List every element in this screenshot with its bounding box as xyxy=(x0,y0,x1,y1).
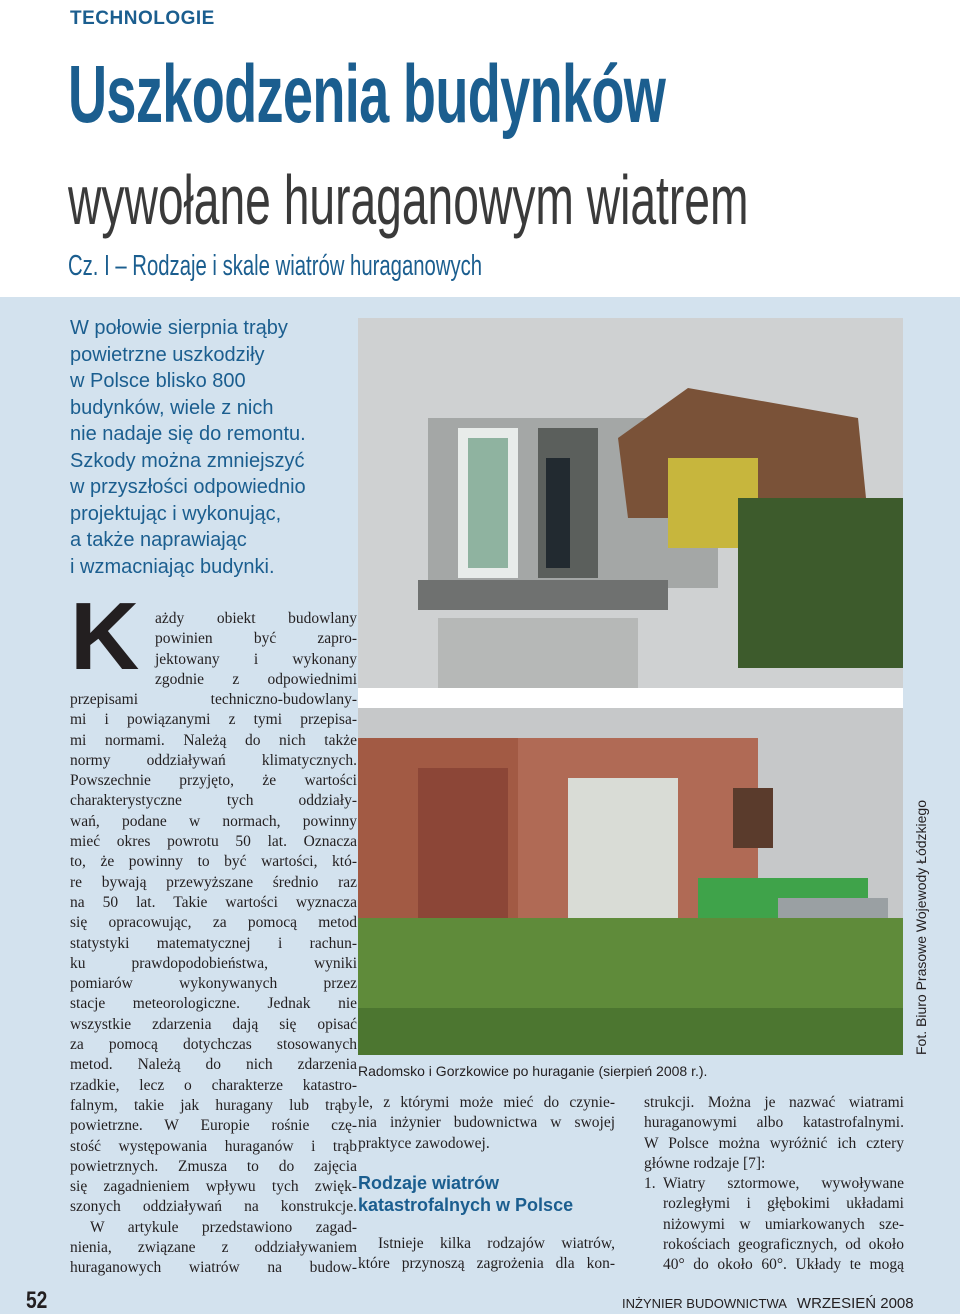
section-tag-label: TECHNOLOGIE xyxy=(70,8,215,29)
body-column-left xyxy=(70,690,357,1279)
damaged-buildings-photo xyxy=(358,318,903,1055)
drop-cap: K xyxy=(70,583,140,690)
body-line: pomiarów wykonywanych przez xyxy=(70,975,357,993)
lead-line: W połowie sierpnia trąby xyxy=(70,317,288,339)
photo-illustration xyxy=(358,318,903,1055)
photo-credit: Fot. Biuro Prasowe Wojewody Łódzkiego xyxy=(913,800,929,1055)
article-title: Uszkodzenia budynków xyxy=(68,49,666,140)
section-subheading xyxy=(358,1172,573,1216)
body-line: stość występowania huraganów i trąb xyxy=(70,1137,357,1155)
body-line: W Polsce można wyróżnić ich cztery xyxy=(644,1134,904,1152)
lead-line: powietrzne uszkodziły xyxy=(70,343,265,366)
body-line: które przynoszą zagrożenia dla kon- xyxy=(358,1255,615,1273)
body-line: powietrznych. Zmusza to do zajęcia xyxy=(70,1157,357,1175)
lead-line: nie nadaje się do remontu. xyxy=(70,423,306,445)
body-line: jektowany i wykonany xyxy=(155,650,357,668)
body-line: zgodnie z odpowiednimi xyxy=(155,670,357,688)
lead-line: w Polsce blisko 800 xyxy=(70,370,246,392)
body-line: ażdy obiekt budowlany xyxy=(155,610,357,627)
body-line: praktyce zawodowej. xyxy=(358,1134,490,1152)
lead-line: projektując i wykonując, xyxy=(70,502,282,525)
subheading-line: katastrofalnych w Polsce xyxy=(358,1195,574,1215)
body-line: mieć okres powrotu 50 lat. Oznacza xyxy=(70,833,357,851)
body-line: nienia, związane z oddziaływaniem xyxy=(70,1239,357,1257)
body-column-middle-2 xyxy=(358,1234,615,1275)
list-item-1 xyxy=(663,1174,904,1275)
body-line: główne rodzaje [7]: xyxy=(644,1154,766,1172)
body-line: ku prawdopodobieństwa, wyniki xyxy=(70,954,357,972)
section-tag xyxy=(50,6,226,32)
body-line: szonych oddziaływań na konstrukcje. xyxy=(70,1198,357,1216)
body-line: się opracowując, za pomocą metod xyxy=(70,914,357,932)
photo-caption: Radomsko i Gorzkowice po huraganie (sierpień 2008 r.). xyxy=(358,1063,708,1079)
body-line: przepisami techniczno-budowlany- xyxy=(70,691,357,708)
list-marker xyxy=(644,1174,664,1194)
body-line: Powszechnie przyjęto, że wartości xyxy=(70,772,357,790)
list-line: 40° do około 60°. Układy te mogą xyxy=(663,1256,904,1274)
body-line: le, z którymi może mieć do czynie- xyxy=(358,1094,615,1111)
body-line: Istnieje kilka rodzajów wiatrów, xyxy=(378,1235,615,1252)
drop-cap-lines xyxy=(155,609,357,690)
body-column-middle xyxy=(358,1093,615,1154)
body-line: metod. Należą do nich zdarzenia xyxy=(70,1056,357,1074)
list-number: 1. xyxy=(644,1175,656,1192)
lead-paragraph xyxy=(70,315,370,580)
body-line: rzadkie, lecz o charakterze katastro- xyxy=(70,1076,357,1094)
body-line: wań, podane w normach, powinny xyxy=(70,812,357,830)
article-part-line: Cz. I – Rodzaje i skale wiatrów huraganowych xyxy=(68,250,483,282)
lead-line: Szkody można zmniejszyć xyxy=(70,449,305,472)
body-line: strukcji. Można je nazwać wiatrami xyxy=(644,1094,904,1111)
body-line: wszystkie zdarzenia dają się opisać xyxy=(70,1015,357,1033)
body-line: huraganowymi albo katastrofalnymi. xyxy=(644,1114,904,1132)
list-line: rokościach geograficznych, od około xyxy=(663,1235,904,1253)
body-line: re bywają przewyższane średnio raz xyxy=(70,873,357,891)
body-line: statystyki matematycznej i rachun- xyxy=(70,934,357,952)
body-line: to, że powinny to być wartości, któ- xyxy=(70,853,357,871)
subheading-line: Rodzaje wiatrów xyxy=(358,1173,500,1193)
lead-line: w przyszłości odpowiednio xyxy=(70,476,306,498)
list-line: Wiatry sztormowe, wywoływane xyxy=(663,1175,904,1192)
lead-line: i wzmacniając budynki. xyxy=(70,555,275,578)
body-line: się zagadnieniem wpływu tych zwięk- xyxy=(70,1178,357,1196)
body-line: falnym, takie jak huragany lub trąby xyxy=(70,1096,357,1114)
page-number: 52 xyxy=(26,1287,48,1314)
body-line: powietrzne. W Europie rośnie czę- xyxy=(70,1117,357,1135)
body-line: normy oddziaływań klimatycznych. xyxy=(70,751,357,769)
body-line: nia inżynier budownictwa w swojej xyxy=(358,1114,615,1132)
body-column-right xyxy=(644,1093,904,1174)
list-line: rozległymi i głębokimi układami xyxy=(663,1195,904,1213)
body-line: mi i powiązanymi z tymi przepisa- xyxy=(70,711,357,729)
body-line: charakterystyczne tych oddziały- xyxy=(70,792,357,810)
body-line: W artykule przedstawiono zagad- xyxy=(90,1218,357,1236)
lead-line: budynków, wiele z nich xyxy=(70,396,274,419)
body-line: powinien być zapro- xyxy=(155,630,357,648)
article-subtitle: wywołane huraganowym wiatrem xyxy=(68,161,749,239)
issue-date: WRZESIEŃ 2008 xyxy=(796,1295,914,1312)
body-line: mi normami. Należą do nich także xyxy=(70,731,357,749)
list-line: niżowymi w umiarkowanych sze- xyxy=(663,1215,904,1233)
body-line: huraganowych wiatrów na budow- xyxy=(70,1259,357,1277)
body-line: stacje meteorologiczne. Jednak nie xyxy=(70,995,357,1013)
body-line: na 50 lat. Takie wartości wyznacza xyxy=(70,893,357,911)
body-line: za pomocą dotychczas stosowanych xyxy=(70,1036,357,1054)
lead-line: a także naprawiając xyxy=(70,529,247,551)
magazine-name: INŻYNIER BUDOWNICTWA xyxy=(622,1296,787,1311)
page-footer xyxy=(622,1295,914,1312)
